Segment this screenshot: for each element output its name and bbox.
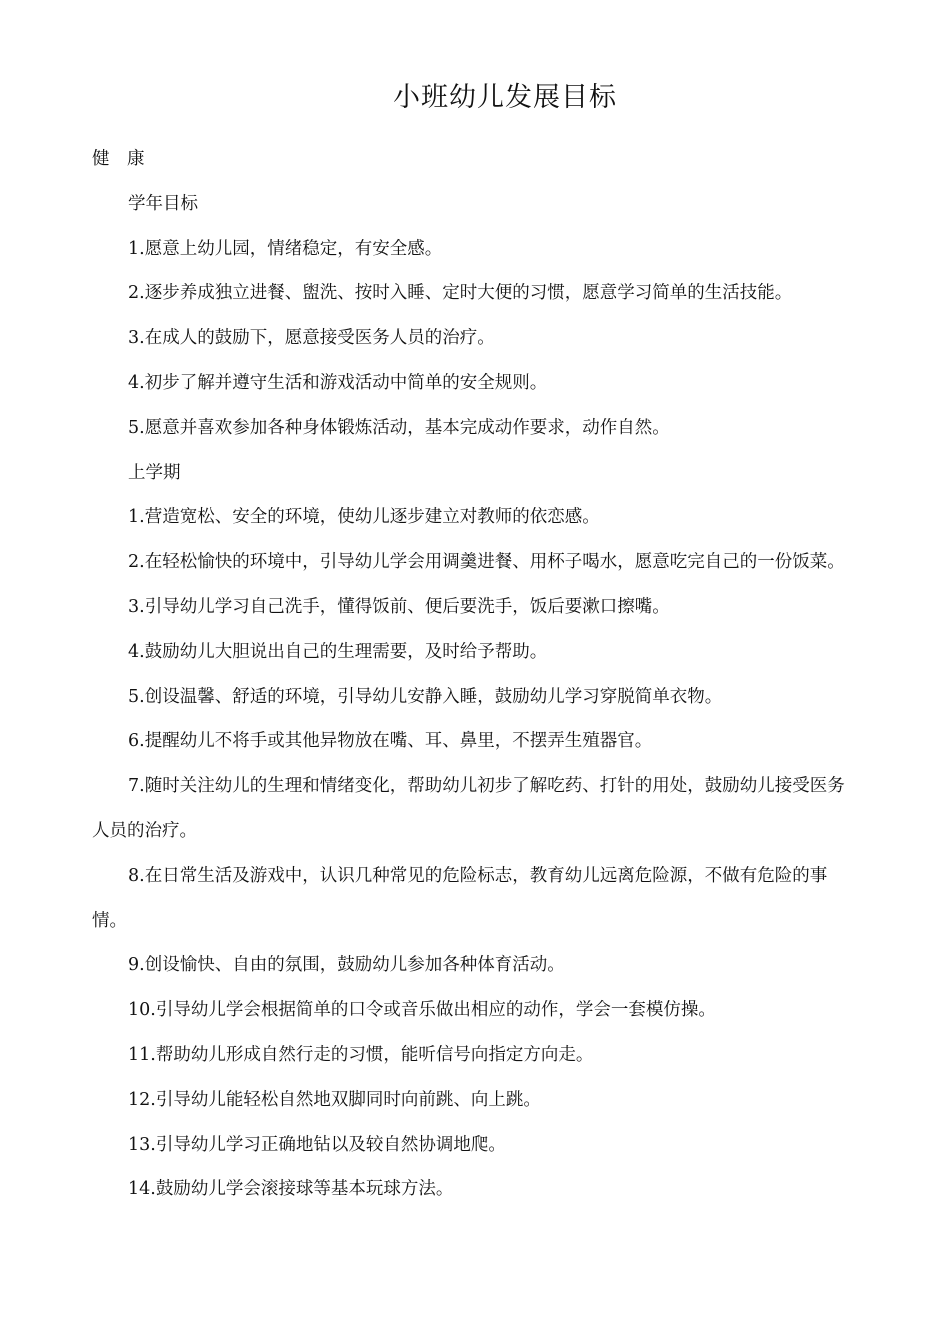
section-heading-health: 健 康 bbox=[92, 149, 145, 169]
subheading-first-term: 上学期 bbox=[128, 462, 181, 483]
term-goal-item: 13.引导幼儿学习正确地钻以及较自然协调地爬。 bbox=[128, 1134, 506, 1155]
term-goal-item: 14.鼓励幼儿学会滚接球等基本玩球方法。 bbox=[128, 1179, 454, 1200]
document-body bbox=[92, 137, 862, 1212]
term-goal-item: 1.营造宽松、安全的环境，使幼儿逐步建立对教师的依恋感。 bbox=[128, 507, 600, 528]
term-goal-item: 8.在日常生活及游戏中，认识几种常见的危险标志，教育幼儿远离危险源，不做有危险的事情。 bbox=[92, 865, 828, 931]
term-goal-item: 2.在轻松愉快的环境中，引导幼儿学会用调羹进餐、用杯子喝水，愿意吃完自己的一份饭菜。 bbox=[128, 552, 845, 573]
term-goal-item: 6.提醒幼儿不将手或其他异物放在嘴、耳、鼻里，不摆弄生殖器官。 bbox=[128, 731, 653, 752]
subheading-year-goals: 学年目标 bbox=[128, 193, 198, 214]
term-goal-item: 10.引导幼儿学会根据简单的口令或音乐做出相应的动作，学会一套模仿操。 bbox=[128, 1000, 716, 1021]
term-goal-item: 9.创设愉快、自由的氛围，鼓励幼儿参加各种体育活动。 bbox=[128, 955, 565, 976]
term-goal-item: 7.随时关注幼儿的生理和情绪变化，帮助幼儿初步了解吃药、打针的用处，鼓励幼儿接受医务人员的治疗。 bbox=[92, 776, 845, 841]
year-goal-item: 3.在成人的鼓励下，愿意接受医务人员的治疗。 bbox=[128, 328, 495, 349]
document-title: 小班幼儿发展目标 bbox=[393, 82, 617, 113]
year-goal-item: 1.愿意上幼儿园，情绪稳定，有安全感。 bbox=[128, 238, 443, 259]
term-goal-item: 11.帮助幼儿形成自然行走的习惯，能听信号向指定方向走。 bbox=[128, 1044, 594, 1065]
year-goal-item: 2.逐步养成独立进餐、盥洗、按时入睡、定时大便的习惯，愿意学习简单的生活技能。 bbox=[128, 283, 793, 304]
term-goal-item: 12.引导幼儿能轻松自然地双脚同时向前跳、向上跳。 bbox=[128, 1089, 541, 1110]
year-goal-item: 5.愿意并喜欢参加各种身体锻炼活动，基本完成动作要求，动作自然。 bbox=[128, 417, 670, 438]
year-goal-item: 4.初步了解并遵守生活和游戏活动中简单的安全规则。 bbox=[128, 372, 548, 393]
term-goal-item: 3.引导幼儿学习自己洗手，懂得饭前、便后要洗手，饭后要漱口擦嘴。 bbox=[128, 596, 670, 617]
term-goal-item: 5.创设温馨、舒适的环境，引导幼儿安静入睡，鼓励幼儿学习穿脱简单衣物。 bbox=[128, 686, 723, 707]
term-goal-item: 4.鼓励幼儿大胆说出自己的生理需要，及时给予帮助。 bbox=[128, 641, 548, 662]
